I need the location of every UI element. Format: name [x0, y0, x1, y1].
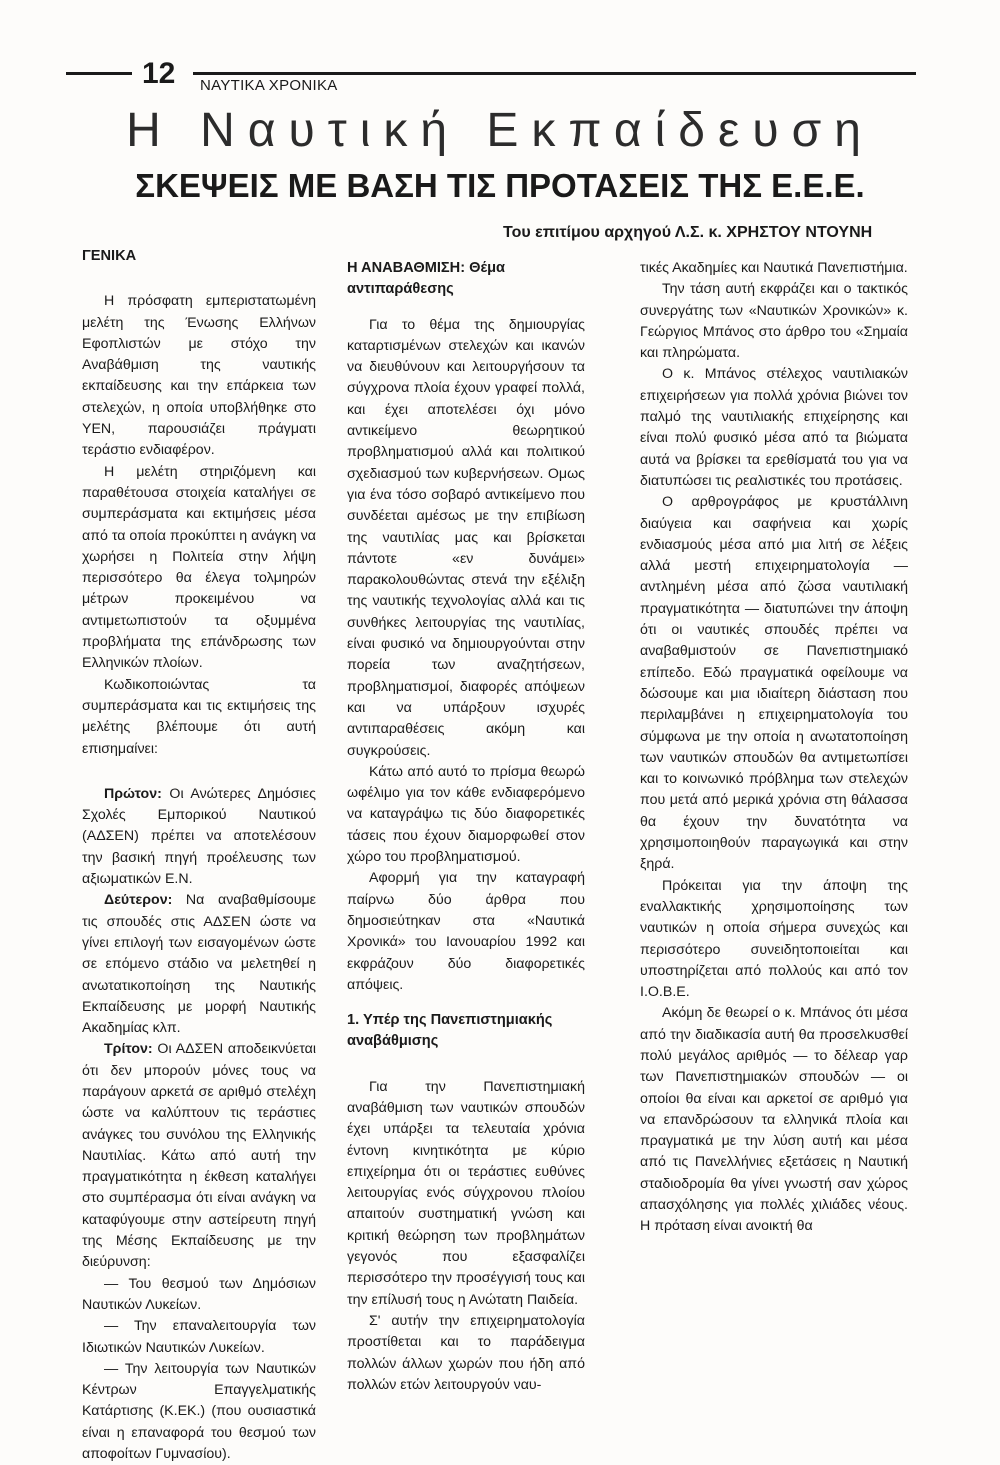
- paragraph: Η πρόσφατη εμπεριστατωμένη μελέτη της Ένωσης Ελλήνων Εφοπλιστών με στόχο την Αναβάθμιση της ναυτικής εκπαίδευσης και την επάρκεια των στελεχών, η οποία υποβλήθηκε στο ΥΕΝ, παρουσιάζει πράγματι τεράστιο ενδιαφέρον.: [82, 293, 316, 459]
- paragraph: Ο κ. Μπάνος στέλεχος ναυτιλιακών επιχειρήσεων για πολλά χρόνια βιώνει τον παλμό της ναυτιλιακής επιχείρησης και είναι πολύ φυσικό μέσα από τα βιώματα αυτά να βρίσκει τα ερεθίσματά του για να διατυπώσει τις ρεαλιστικές του προτάσεις.: [640, 366, 908, 489]
- column-1: [82, 246, 316, 1465]
- subsection-heading-university: 1. Υπέρ της Πανεπιστημιακής αναβάθμισης: [347, 1012, 553, 1050]
- paragraph-third: Τρίτον: Οι ΑΔΣΕΝ αποδεικνύεται ότι δεν μπορούν μόνες τους να παράγουν αρκετά σε αριθμό στελέχη ώστε να καλύπτουν τις τεράστιες ανάγκες του συνόλου της Ελληνικής Ναυτιλίας. Κάτω από αυτή την πραγματικότητα η έκθεση καταλήγει στο συμπέρασμα ότι είναι ανάγκη να καταφύγουμε στην αστείρευτη πηγή της Μέσης Εκπαίδευσης με την διεύρυνση:: [82, 1041, 316, 1271]
- header-rule-left: [66, 72, 132, 75]
- paragraph-second: Δεύτερον: Να αναβαθμίσουμε τις σπουδές στις ΑΔΣΕΝ ώστε να γίνει επιλογή των εισαγομένων ώστε σε επόμενο στάδιο να μελετηθεί η ανωτατικοποίηση της Ναυτικής Εκπαίδευσης με μορφή Ναυτικής Ακαδημίας κλπ.: [82, 892, 316, 1037]
- paragraph: Πρόκειται για την άποψη της εναλλακτικής χρησιμοποίησης των ναυτικών η οποία σήμερα συνεχώς και περισσότερο συνειδητοποιείται και υποστηρίζεται από πολλούς και από τον Ι.Ο.Β.Ε.: [640, 877, 908, 1001]
- list-item: — Του θεσμού των Δημόσιων Ναυτικών Λυκείων.: [82, 1275, 316, 1313]
- byline: Του επιτίμου αρχηγού Λ.Σ. κ. ΧΡΗΣΤΟΥ ΝΤΟΥΝΗ: [503, 224, 873, 241]
- header-rule-right: [193, 72, 916, 75]
- article-title: Η Ναυτική Εκπαίδευση: [126, 104, 874, 157]
- paragraph: Για την Πανεπιστημιακή αναβάθμιση των ναυτικών σπουδών έχει υπάρξει τα τελευταία χρόνια έντονη κινητικότητα με κύριο επιχείρημα ότι οι τεράστιες ευθύνες λειτουργίας ενός σύγχρονου πλοίου απαιτούν συστηματική γνώση και κριτική θεώρηση των προβλημάτων γεγονός που εξασφαλίζει περισσότερο την προσέγγισή τους και την επίλυσή τους η Ανώτατη Παιδεία.: [347, 1078, 585, 1308]
- paragraph: Ο αρθρογράφος με κρυστάλλινη διαύγεια και σαφήνεια και χωρίς ενδιασμούς μέσα από μια λιτή σε λέξεις αλλά μεστή επιχειρηματολογία — αντλημένη μέσα από ζώσα ναυτιλιακή πραγματικότητα — διατυπώνει την άποψη ότι οι ναυτικές σπουδές πρέπει να αναβαθμιστούν σε Πανεπιστημιακό επίπεδο. Εδώ πραγματικά οφείλουμε να δώσουμε και μια ιδιαίτερη διάσταση που περιλαμβάνει η επιχειρηματολογία του σύμφωνα με την οποία η ανωτατοποίηση των ναυτικών σπουδών θα αντιμετωπίσει και το κοινωνικό πρόβλημα των στελεχών που μετά από μερικά χρόνια στη θάλασσα θα έχουν την δυνατότητα να χρησιμοποιηθούν παραγωγικά και στην ξηρά.: [640, 494, 908, 873]
- paragraph: Κωδικοποιώντας τα συμπεράσματα και τις εκτιμήσεις της μελέτης βλέπουμε ότι αυτή επισημαίνει:: [82, 676, 316, 757]
- paragraph: Η μελέτη στηριζόμενη και παραθέτουσα στοιχεία καταλήγει σε συμπεράσματα και εκτιμήσεις μέσα από τα οποία προκύπτει η ανάγκη να χωρήσει η Πολιτεία στην λήψη περισσότερο θα έλεγα τολμηρών μέτρων προκειμένου να αντιμετωπιστούν τα οξυμμένα προβλήματα της επάνδρωσης των Ελληνικών πλοίων.: [82, 463, 316, 672]
- paragraph: Για το θέμα της δημιουργίας καταρτισμένων στελεχών και ικανών να διευθύνουν και λειτουργήσουν τα σύγχρονα πλοία έχουν γραφεί πολλά, και έχει αποτελέσει όχι μόνο αντικείμενο θεωρητικού προβληματισμού αλλά και πολιτικού σχεδιασμού των κυβερνήσεων. Ομως για ένα τόσο σοβαρό αντικείμενο που συνδέεται αμέσως με την επιβίωση της ναυτιλίας μας και βρίσκεται πάντοτε «εν δυνάμει» παρακολουθώντας στενά την εξέλιξη της ναυτικής τεχνολογίας αλλά και τις συνθήκες λειτουργίας της ναυτιλίας, είναι φυσικό να δημιουργούνται στην πορεία των αναζητήσεων, προβληματισμοί, διαφορές απόψεων και να υπάρξουν ισχυρές αντιπαραθέσεις ακόμη και συγκρούσεις.: [347, 316, 585, 759]
- magazine-name: ΝΑΥΤΙΚΑ ΧΡΟΝΙΚΑ: [200, 77, 338, 94]
- paragraph: Ακόμη δε θεωρεί ο κ. Μπάνος ότι μέσα από την διαδικασία αυτή θα προσελκυσθεί πολύ μεγάλος αριθμός — το δέλεαρ γαρ των Πανεπιστημιακών σπουδών — οι οποίοι θα είναι και αρκετοί σε αριθμό για να επανδρώσουν τα ελληνικά πλοία και πραγματικά με την λύση αυτή και μέσα από τις Πανελλήνιες εξετάσεις η Ναυτική σταδιοδρομία θα γίνει γνωστή σαν χώρος απασχόλησης για πολλές χιλιάδες νέους. Η πρόταση είναι ανοικτή θα: [640, 1005, 908, 1235]
- column-2: [347, 258, 585, 1396]
- paragraph: Κάτω από αυτό το πρίσμα θεωρώ ωφέλιμο για τον κάθε ενδιαφερόμενο να καταγράψω τις δύο διαφορετικές τάσεις που έχουν διαμορφωθεί στον χώρο του προβληματισμού.: [347, 763, 585, 866]
- label-second: Δεύτερον:: [104, 892, 173, 909]
- paragraph: τικές Ακαδημίες και Ναυτικά Πανεπιστήμια.: [640, 260, 908, 276]
- label-first: Πρώτον:: [104, 785, 162, 802]
- paragraph: Την τάση αυτή εκφράζει και ο τακτικός συνεργάτης των «Ναυτικών Χρονικών» κ. Γεώργιος Μπάνος στο άρθρο του «Σημαία και πληρώματα.: [640, 281, 908, 362]
- paragraph: Αφορμή για την καταγραφή παίρνω δύο άρθρα που δημοσιεύτηκαν στα «Ναυτικά Χρονικά» του Ιανουαρίου 1992 και εκφράζουν δύο διαφορετικές απόψεις.: [347, 870, 585, 993]
- column-3: [640, 258, 908, 1238]
- article-subtitle: ΣΚΕΨΕΙΣ ΜΕ ΒΑΣΗ ΤΙΣ ΠΡΟΤΑΣΕΙΣ ΤΗΣ Ε.Ε.Ε.: [135, 167, 865, 204]
- list-item: — Την επαναλειτουργία των Ιδιωτικών Ναυτικών Λυκείων.: [82, 1318, 316, 1356]
- section-heading-upgrade: Η ΑΝΑΒΑΘΜΙΣΗ: Θέμα αντιπαράθεσης: [347, 260, 505, 298]
- list-item: — Την λειτουργία των Ναυτικών Κέντρων Επαγγελματικής Κατάρτισης (Κ.ΕΚ.) (που ουσιαστικά είναι η επαναφορά του θεσμού των αποφοίτων Γυμνασίου).: [82, 1360, 316, 1463]
- section-heading-general: ΓΕΝΙΚΑ: [82, 248, 137, 264]
- page-number: 12: [142, 57, 176, 90]
- paragraph-first: Πρώτον: Οι Ανώτερες Δημόσιες Σχολές Εμπορικού Ναυτικού (ΑΔΣΕΝ) πρέπει να αποτελέσουν την βασική πηγή προέλευσης των αξιωματικών Ε.Ν.: [82, 785, 316, 888]
- label-third: Τρίτον:: [104, 1041, 153, 1058]
- paragraph: Σ' αυτήν την επιχειρηματολογία προστίθεται και το παράδειγμα πολλών άλλων χωρών που ήδη από πολλών ετών λειτουργούν ναυ-: [347, 1312, 585, 1393]
